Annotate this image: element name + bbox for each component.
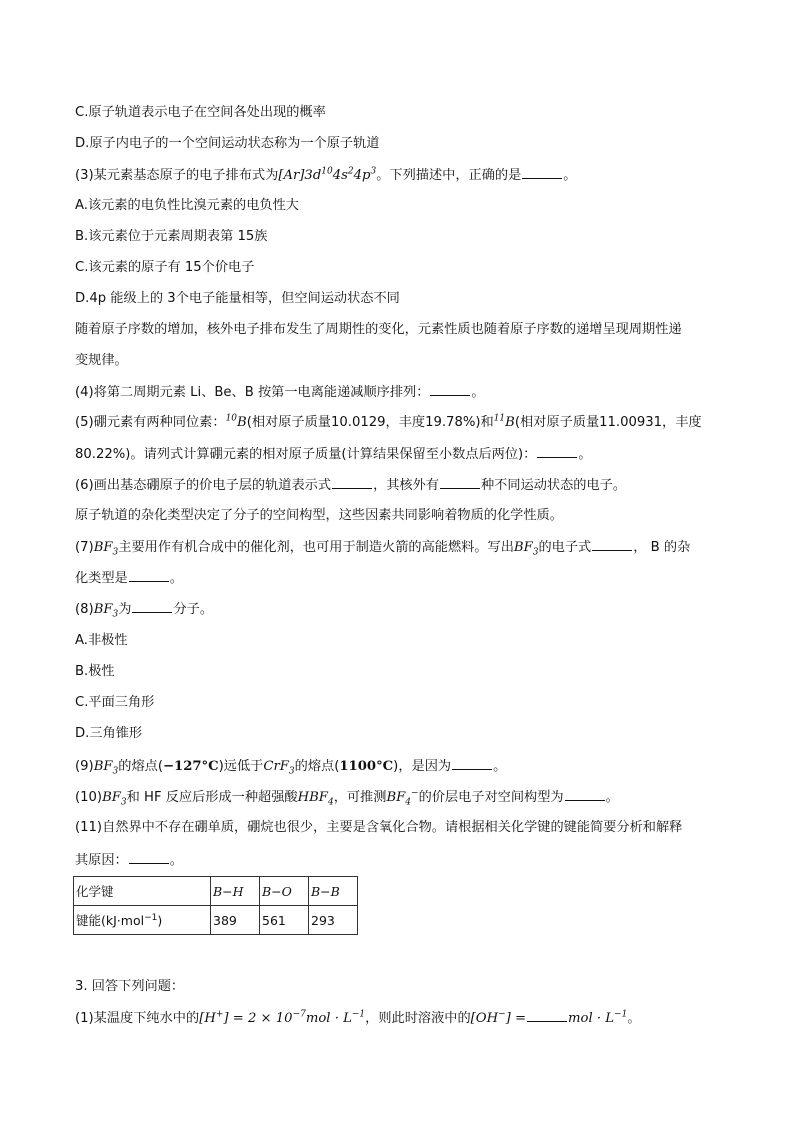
q2-part-11-line-1: (11)自然界中不存在硼单质，硼烷也很少，主要是含氧化合物。请根据相关化学键的键能简要分析和解释 <box>75 820 683 835</box>
answer-blank[interactable] <box>592 538 632 551</box>
intro-paragraph-hybridization: 原子轨道的杂化类型决定了分子的空间构型，这些因素共同影响着物质的化学性质。 <box>75 508 563 523</box>
table-header-row <box>74 877 358 906</box>
q2-part-5-line-1: (5)硼元素有两种同位素：$^{10}$B(相对原子质量10.0129，丰度19.78%)和$^{11}$B(相对原子质量11.00931，丰度 <box>75 413 702 430</box>
answer-blank[interactable] <box>430 383 470 396</box>
q2-option-d-prev: D.原子内电子的一个空间运动状态称为一个原子轨道 <box>75 136 380 151</box>
q2-p3-option-c: C.该元素的原子有 15个价电子 <box>75 260 255 275</box>
q2-option-c-prev: C.原子轨道表示电子在空间各处出现的概率 <box>75 105 326 120</box>
table-row-label: 键能(kJ·mol$^{-1}$) <box>74 906 211 935</box>
q3-title: 3. 回答下列问题： <box>75 979 185 994</box>
table-header-cell: B−B <box>309 877 358 906</box>
answer-blank[interactable] <box>565 788 605 801</box>
intro-paragraph-line-2: 变规律。 <box>75 353 128 368</box>
table-cell: 389 <box>211 906 260 935</box>
table-header-cell: 化学键 <box>74 877 211 906</box>
q2-p8-option-c: C.平面三角形 <box>75 695 155 710</box>
q2-p8-option-a: A.非极性 <box>75 633 128 648</box>
q2-part-9: $(9)BF_3$的熔点(−127°C)远低于CrF$_3$的熔点(1100°C)，是因为 。 <box>75 759 507 777</box>
answer-blank[interactable] <box>527 1009 567 1022</box>
answer-blank[interactable] <box>132 600 172 613</box>
table-cell: 293 <box>309 906 358 935</box>
table-row <box>74 906 358 935</box>
answer-blank[interactable] <box>537 445 577 458</box>
q2-part-7-line-1: $(7)BF_3$主要用作有机合成中的催化剂，也可用于制造火箭的高能燃料。写出$BF_3$的电子式 ， B 的杂 <box>75 540 691 558</box>
table-header-cell: B−H <box>211 877 260 906</box>
answer-blank[interactable] <box>129 851 169 864</box>
answer-blank[interactable] <box>452 757 492 770</box>
q2-part-6: (6)画出基态硼原子的价电子层的轨道表示式 ，其核外有 种不同运动状态的电子。 <box>75 478 627 493</box>
q2-part-10: $(10)BF_3$和 HF 反应后形成一种超强酸$HBF_4$，可推测$BF_4^-$的价层电子对空间构型为 。 <box>75 788 619 808</box>
intro-paragraph-line-1: 随着原子序数的增加，核外电子排布发生了周期性的变化，元素性质也随着原子序数的递增呈现周期性递 <box>75 322 682 337</box>
answer-blank[interactable] <box>129 569 169 582</box>
q2-part-3: (3)某元素基态原子的电子排布式为$[Ar]3d^{10}4s^24p^3$。下列描述中，正确的是 。 <box>75 166 577 183</box>
q2-p8-option-b: B.极性 <box>75 664 115 679</box>
q2-p8-option-d: D.三角锥形 <box>75 726 143 741</box>
electron-config: $[Ar]3d^{10}4s^24p^3$ <box>278 166 377 183</box>
q2-p3-option-a: A.该元素的电负性比溴元素的电负性大 <box>75 198 299 213</box>
table-header-cell: B−O <box>260 877 309 906</box>
table-cell: 561 <box>260 906 309 935</box>
bond-energy-table <box>73 876 358 935</box>
q2-p3-option-d: D.4p 能级上的 3个电子能量相等，但空间运动状态不同 <box>75 291 400 306</box>
q2-part-4: (4)将第二周期元素 Li、Be、B 按第一电离能递减顺序排列： 。 <box>75 385 485 400</box>
answer-blank[interactable] <box>440 476 480 489</box>
answer-blank[interactable] <box>332 476 372 489</box>
q2-p3-option-b: B.该元素位于元素周期表第 15族 <box>75 229 268 244</box>
q2-part-8: $(8)BF_3$为 分子。 <box>75 602 214 620</box>
q2-part-5-line-2: 80.22%)。请列式计算硼元素的相对原子质量(计算结果保留至小数点后两位)： 。 <box>75 447 592 462</box>
q2-part-7-line-2: 化类型是 。 <box>75 571 183 586</box>
answer-blank[interactable] <box>522 166 562 179</box>
q2-part-11-line-2: 其原因： 。 <box>75 853 183 868</box>
q3-part-1: (1)某温度下纯水中的$[H^+] = 2 \times 10^{-7}mol \cdot L^{-1}$，则此时溶液中的[OH−] = mol · $L^{-1}$。 <box>75 1009 641 1026</box>
